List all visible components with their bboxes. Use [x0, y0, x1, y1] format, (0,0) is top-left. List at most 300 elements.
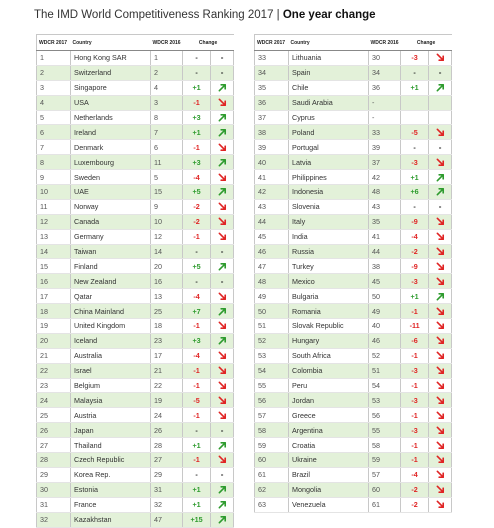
change-value-cell: -3 — [401, 393, 429, 408]
country-cell: Indonesia — [289, 185, 369, 200]
change-value-cell: -4 — [401, 467, 429, 482]
arrow-up-right-icon — [436, 187, 445, 196]
arrow-down-right-icon — [436, 366, 445, 375]
arrow-down-right-icon — [218, 292, 227, 301]
table-row — [37, 393, 234, 408]
change-arrow-cell — [429, 333, 452, 348]
country-cell: Singapore — [71, 80, 151, 95]
country-cell: China Mainland — [71, 304, 151, 319]
change-value-cell: -4 — [401, 229, 429, 244]
header-change: Change — [183, 35, 234, 51]
rank-cell: 21 — [37, 348, 71, 363]
change-arrow-cell — [429, 140, 452, 155]
prev-rank-cell: 41 — [369, 229, 401, 244]
change-value-cell: -3 — [401, 363, 429, 378]
arrow-down-right-icon — [218, 321, 227, 330]
change-arrow-cell — [211, 155, 234, 170]
change-value-cell: +3 — [183, 333, 211, 348]
change-value-cell: - — [401, 140, 429, 155]
rank-cell: 37 — [255, 110, 289, 125]
country-cell: Lithuania — [289, 51, 369, 66]
rank-cell: 46 — [255, 244, 289, 259]
arrow-up-right-icon — [218, 441, 227, 450]
rank-cell: 17 — [37, 289, 71, 304]
rank-cell: 39 — [255, 140, 289, 155]
rank-cell: 11 — [37, 199, 71, 214]
country-cell: United Kingdom — [71, 319, 151, 334]
table-row — [255, 423, 452, 438]
prev-rank-cell: 57 — [369, 467, 401, 482]
prev-rank-cell: 58 — [369, 438, 401, 453]
country-cell: Malaysia — [71, 393, 151, 408]
arrow-down-right-icon — [436, 411, 445, 420]
no-change-dash-icon: - — [220, 68, 224, 78]
change-arrow-cell — [429, 423, 452, 438]
change-arrow-cell — [211, 80, 234, 95]
prev-rank-cell: 10 — [151, 214, 183, 229]
change-value-cell: -1 — [401, 304, 429, 319]
country-cell: Mongolia — [289, 482, 369, 497]
country-cell: Philippines — [289, 170, 369, 185]
table-row — [255, 110, 452, 125]
arrow-up-right-icon — [218, 500, 227, 509]
table-row — [37, 438, 234, 453]
rank-cell: 16 — [37, 274, 71, 289]
change-value-cell: -1 — [183, 363, 211, 378]
change-value-cell: -2 — [183, 214, 211, 229]
table-row — [37, 497, 234, 512]
change-value-cell: -2 — [401, 244, 429, 259]
table-row — [37, 140, 234, 155]
page-title — [34, 9, 376, 21]
change-arrow-cell — [429, 438, 452, 453]
change-arrow-cell — [429, 348, 452, 363]
prev-rank-cell: - — [369, 110, 401, 125]
prev-rank-cell: 39 — [369, 140, 401, 155]
rank-cell: 42 — [255, 185, 289, 200]
country-cell: Peru — [289, 378, 369, 393]
country-cell: Slovak Republic — [289, 319, 369, 334]
change-arrow-cell — [429, 363, 452, 378]
prev-rank-cell: 1 — [151, 51, 183, 66]
arrow-down-right-icon — [436, 262, 445, 271]
change-arrow-cell — [429, 378, 452, 393]
country-cell: Italy — [289, 214, 369, 229]
rank-cell: 10 — [37, 185, 71, 200]
table-row — [255, 319, 452, 334]
country-cell: Estonia — [71, 482, 151, 497]
prev-rank-cell: 52 — [369, 348, 401, 363]
change-value-cell: +1 — [401, 289, 429, 304]
change-value-cell: -3 — [401, 155, 429, 170]
prev-rank-cell: 47 — [151, 512, 183, 527]
arrow-down-right-icon — [436, 396, 445, 405]
country-cell: Croatia — [289, 438, 369, 453]
change-value-cell: - — [183, 274, 211, 289]
change-arrow-cell — [211, 289, 234, 304]
table-row — [255, 438, 452, 453]
rank-cell: 1 — [37, 51, 71, 66]
rank-cell: 57 — [255, 408, 289, 423]
table-row — [255, 170, 452, 185]
country-cell: Norway — [71, 199, 151, 214]
table-row — [37, 244, 234, 259]
prev-rank-cell: 34 — [369, 65, 401, 80]
change-value-cell: -1 — [183, 453, 211, 468]
change-arrow-cell — [429, 259, 452, 274]
country-cell: Czech Republic — [71, 453, 151, 468]
header-rank: WDCR 2017 — [255, 35, 289, 51]
table-row — [37, 319, 234, 334]
no-change-dash-icon: - — [220, 247, 224, 257]
right-ranking-table-container — [254, 34, 452, 513]
header-prev-rank: WDCR 2016 — [369, 35, 401, 51]
country-cell: Jordan — [289, 393, 369, 408]
prev-rank-cell: 40 — [369, 319, 401, 334]
rank-cell: 7 — [37, 140, 71, 155]
prev-rank-cell: - — [369, 95, 401, 110]
prev-rank-cell: 5 — [151, 170, 183, 185]
table-row — [255, 51, 452, 66]
table-row — [255, 125, 452, 140]
rank-cell: 33 — [255, 51, 289, 66]
rank-cell: 53 — [255, 348, 289, 363]
table-row — [255, 333, 452, 348]
change-arrow-cell — [429, 453, 452, 468]
change-arrow-cell — [429, 65, 452, 80]
country-cell: Ireland — [71, 125, 151, 140]
change-arrow-cell — [211, 140, 234, 155]
prev-rank-cell: 31 — [151, 482, 183, 497]
change-arrow-cell — [429, 51, 452, 66]
arrow-down-right-icon — [436, 321, 445, 330]
prev-rank-cell: 16 — [151, 274, 183, 289]
arrow-up-right-icon — [218, 336, 227, 345]
country-cell: Cyprus — [289, 110, 369, 125]
prev-rank-cell: 60 — [369, 482, 401, 497]
country-cell: USA — [71, 95, 151, 110]
country-cell: Hong Kong SAR — [71, 51, 151, 66]
rank-cell: 47 — [255, 259, 289, 274]
table-row — [255, 408, 452, 423]
rank-cell: 28 — [37, 453, 71, 468]
change-value-cell: -1 — [401, 378, 429, 393]
change-value-cell: - — [401, 65, 429, 80]
prev-rank-cell: 29 — [151, 467, 183, 482]
country-cell: Australia — [71, 348, 151, 363]
arrow-down-right-icon — [436, 426, 445, 435]
country-cell: Sweden — [71, 170, 151, 185]
arrow-down-right-icon — [436, 53, 445, 62]
arrow-up-right-icon — [218, 83, 227, 92]
left-table-body — [37, 51, 234, 528]
change-arrow-cell — [211, 453, 234, 468]
arrow-up-right-icon — [218, 485, 227, 494]
arrow-down-right-icon — [218, 351, 227, 360]
no-change-dash-icon: - — [220, 276, 224, 286]
change-value-cell: +1 — [183, 482, 211, 497]
change-value-cell: +3 — [183, 155, 211, 170]
rank-cell: 54 — [255, 363, 289, 378]
table-row — [37, 155, 234, 170]
change-value-cell: +5 — [183, 259, 211, 274]
arrow-down-right-icon — [436, 158, 445, 167]
change-value-cell: - — [183, 244, 211, 259]
prev-rank-cell: 43 — [369, 199, 401, 214]
rank-cell: 48 — [255, 274, 289, 289]
right-table-body — [255, 51, 452, 513]
change-arrow-cell — [429, 229, 452, 244]
prev-rank-cell: 42 — [369, 170, 401, 185]
table-row — [255, 304, 452, 319]
change-arrow-cell — [429, 319, 452, 334]
country-cell: Hungary — [289, 333, 369, 348]
change-value-cell: - — [183, 65, 211, 80]
change-value-cell: -4 — [183, 170, 211, 185]
country-cell: Argentina — [289, 423, 369, 438]
table-row — [255, 497, 452, 512]
arrow-up-right-icon — [218, 187, 227, 196]
table-row — [37, 363, 234, 378]
change-arrow-cell — [211, 259, 234, 274]
arrow-down-right-icon — [436, 217, 445, 226]
change-value-cell: -2 — [183, 199, 211, 214]
prev-rank-cell: 22 — [151, 378, 183, 393]
prev-rank-cell: 8 — [151, 110, 183, 125]
no-change-dash-icon: - — [438, 68, 442, 78]
rank-cell: 56 — [255, 393, 289, 408]
change-value-cell: -1 — [183, 408, 211, 423]
country-cell: Germany — [71, 229, 151, 244]
table-row — [255, 214, 452, 229]
change-value-cell: -6 — [401, 333, 429, 348]
prev-rank-cell: 46 — [369, 333, 401, 348]
no-change-dash-icon: - — [220, 425, 224, 435]
table-row — [37, 51, 234, 66]
country-cell: India — [289, 229, 369, 244]
change-value-cell: +3 — [183, 110, 211, 125]
arrow-down-right-icon — [218, 396, 227, 405]
country-cell: Saudi Arabia — [289, 95, 369, 110]
prev-rank-cell: 25 — [151, 304, 183, 319]
rank-cell: 40 — [255, 155, 289, 170]
change-arrow-cell — [429, 155, 452, 170]
arrow-down-right-icon — [218, 366, 227, 375]
change-value-cell: +1 — [183, 497, 211, 512]
rank-cell: 25 — [37, 408, 71, 423]
change-value-cell: -1 — [183, 378, 211, 393]
prev-rank-cell: 14 — [151, 244, 183, 259]
rank-cell: 26 — [37, 423, 71, 438]
prev-rank-cell: 37 — [369, 155, 401, 170]
prev-rank-cell: 18 — [151, 319, 183, 334]
prev-rank-cell: 17 — [151, 348, 183, 363]
prev-rank-cell: 59 — [369, 453, 401, 468]
prev-rank-cell: 4 — [151, 80, 183, 95]
change-value-cell: - — [401, 199, 429, 214]
change-value-cell: -5 — [183, 393, 211, 408]
arrow-down-right-icon — [436, 441, 445, 450]
prev-rank-cell: 49 — [369, 304, 401, 319]
country-cell: Qatar — [71, 289, 151, 304]
change-arrow-cell — [211, 244, 234, 259]
rank-cell: 58 — [255, 423, 289, 438]
table-row — [37, 229, 234, 244]
no-change-dash-icon: - — [438, 142, 442, 152]
arrow-down-right-icon — [436, 277, 445, 286]
country-cell: Iceland — [71, 333, 151, 348]
change-arrow-cell — [211, 95, 234, 110]
country-cell: Poland — [289, 125, 369, 140]
change-arrow-cell — [211, 512, 234, 527]
arrow-down-right-icon — [436, 381, 445, 390]
prev-rank-cell: 24 — [151, 408, 183, 423]
change-arrow-cell — [211, 199, 234, 214]
change-arrow-cell — [429, 497, 452, 512]
prev-rank-cell: 50 — [369, 289, 401, 304]
country-cell: Brazil — [289, 467, 369, 482]
rank-cell: 61 — [255, 467, 289, 482]
change-value-cell: +1 — [401, 170, 429, 185]
change-arrow-cell — [429, 80, 452, 95]
prev-rank-cell: 33 — [369, 125, 401, 140]
arrow-up-right-icon — [218, 515, 227, 524]
change-value-cell — [401, 95, 429, 110]
rank-cell: 24 — [37, 393, 71, 408]
title-highlight: One year change — [282, 9, 376, 21]
change-arrow-cell — [211, 304, 234, 319]
change-arrow-cell — [211, 110, 234, 125]
left-ranking-table-container — [36, 34, 234, 528]
right-ranking-table — [254, 34, 452, 513]
rank-cell: 19 — [37, 319, 71, 334]
prev-rank-cell: 48 — [369, 185, 401, 200]
arrow-down-right-icon — [436, 128, 445, 137]
rank-cell: 55 — [255, 378, 289, 393]
table-row — [255, 95, 452, 110]
prev-rank-cell: 20 — [151, 259, 183, 274]
table-row — [255, 348, 452, 363]
no-change-dash-icon: - — [438, 202, 442, 212]
country-cell: Portugal — [289, 140, 369, 155]
country-cell: Austria — [71, 408, 151, 423]
table-row — [255, 229, 452, 244]
arrow-down-right-icon — [436, 470, 445, 479]
country-cell: Thailand — [71, 438, 151, 453]
rank-cell: 9 — [37, 170, 71, 185]
change-arrow-cell — [429, 185, 452, 200]
prev-rank-cell: 3 — [151, 95, 183, 110]
arrow-up-right-icon — [218, 158, 227, 167]
change-arrow-cell — [211, 393, 234, 408]
country-cell: Finland — [71, 259, 151, 274]
table-row — [255, 199, 452, 214]
rank-cell: 44 — [255, 214, 289, 229]
change-arrow-cell — [429, 482, 452, 497]
change-value-cell: +7 — [183, 304, 211, 319]
prev-rank-cell: 36 — [369, 80, 401, 95]
table-row — [37, 95, 234, 110]
arrow-down-right-icon — [218, 381, 227, 390]
arrow-down-right-icon — [218, 455, 227, 464]
arrow-down-right-icon — [218, 411, 227, 420]
change-value-cell: -1 — [183, 95, 211, 110]
arrow-up-right-icon — [218, 128, 227, 137]
table-row — [255, 274, 452, 289]
rank-cell: 18 — [37, 304, 71, 319]
arrow-down-right-icon — [218, 143, 227, 152]
rank-cell: 51 — [255, 319, 289, 334]
rank-cell: 60 — [255, 453, 289, 468]
arrow-down-right-icon — [436, 500, 445, 509]
table-row — [37, 482, 234, 497]
prev-rank-cell: 32 — [151, 497, 183, 512]
change-value-cell: -1 — [401, 453, 429, 468]
arrow-up-right-icon — [436, 173, 445, 182]
change-arrow-cell — [429, 110, 452, 125]
table-row — [37, 110, 234, 125]
arrow-down-right-icon — [218, 232, 227, 241]
arrow-down-right-icon — [218, 202, 227, 211]
table-row — [37, 199, 234, 214]
table-row — [255, 259, 452, 274]
change-value-cell: -1 — [401, 438, 429, 453]
no-change-dash-icon: - — [220, 470, 224, 480]
change-arrow-cell — [429, 289, 452, 304]
table-row — [37, 467, 234, 482]
change-value-cell: -1 — [183, 319, 211, 334]
change-value-cell: -3 — [401, 51, 429, 66]
rank-cell: 27 — [37, 438, 71, 453]
change-value-cell: -3 — [401, 423, 429, 438]
arrow-up-right-icon — [436, 83, 445, 92]
prev-rank-cell: 7 — [151, 125, 183, 140]
change-arrow-cell — [429, 244, 452, 259]
prev-rank-cell: 11 — [151, 155, 183, 170]
country-cell: Slovenia — [289, 199, 369, 214]
table-row — [255, 393, 452, 408]
table-row — [37, 289, 234, 304]
country-cell: Mexico — [289, 274, 369, 289]
change-value-cell: +6 — [401, 185, 429, 200]
rank-cell: 50 — [255, 304, 289, 319]
arrow-up-right-icon — [218, 262, 227, 271]
header-country: Country — [71, 35, 151, 51]
change-value-cell: -1 — [401, 348, 429, 363]
table-row — [255, 363, 452, 378]
change-value-cell — [401, 110, 429, 125]
country-cell: Israel — [71, 363, 151, 378]
prev-rank-cell: 9 — [151, 199, 183, 214]
table-row — [37, 80, 234, 95]
table-row — [37, 185, 234, 200]
arrow-down-right-icon — [436, 336, 445, 345]
table-row — [37, 259, 234, 274]
change-value-cell: -1 — [183, 229, 211, 244]
rank-cell: 23 — [37, 378, 71, 393]
country-cell: Korea Rep. — [71, 467, 151, 482]
table-row — [37, 348, 234, 363]
rank-cell: 34 — [255, 65, 289, 80]
country-cell: Netherlands — [71, 110, 151, 125]
rank-cell: 2 — [37, 65, 71, 80]
rank-cell: 62 — [255, 482, 289, 497]
table-row — [255, 378, 452, 393]
prev-rank-cell: 56 — [369, 408, 401, 423]
arrow-down-right-icon — [436, 455, 445, 464]
change-value-cell: -4 — [183, 289, 211, 304]
rank-cell: 29 — [37, 467, 71, 482]
